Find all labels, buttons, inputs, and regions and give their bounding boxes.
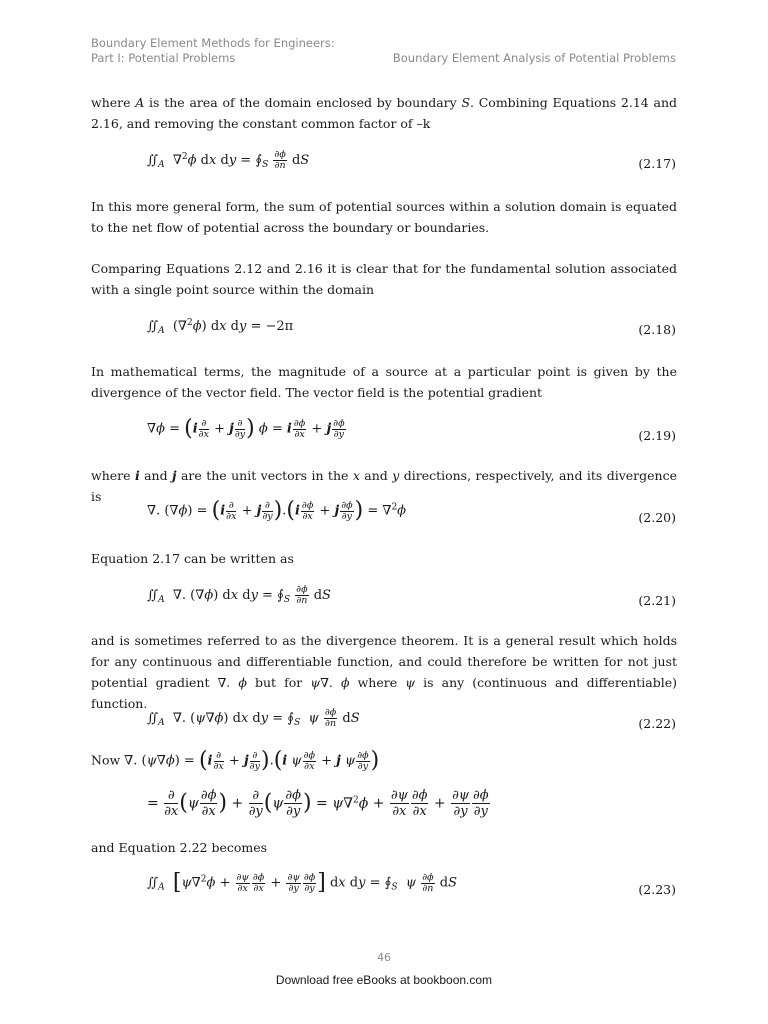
- equation-number: (2.20): [638, 510, 676, 525]
- paragraph-2: In this more general form, the sum of potential sources within a solution domain is equated to the net flow of potential across the boundary or boundaries.: [91, 199, 677, 235]
- math-psi: ψ: [405, 675, 416, 690]
- text: is the area of the domain enclosed by boundary: [144, 95, 462, 110]
- equation-expansion-line1: Now ∇. (ψ∇ϕ) = (i $\frac{\partial}{\partial x}$ + j $\frac{\partial}{\partial y}$ ).(i ψ $\frac{\partial\phi}{\partial x}$ + j ψ $\frac{\partial\phi}{\partial y}$ ): [91, 748, 380, 773]
- equation-2-20: ∇. (∇ϕ) = (i $\frac{\partial}{\partial x}$ + j $\frac{\partial}{\partial y}$ ).(i $\frac{\partial\phi}{\partial x}$ + j $\frac{\partial\phi}{\partial y}$ ) = ∇$^2$ϕ: [147, 498, 407, 523]
- equation-2-22: $∬_A$ ∇. (ψ∇ϕ) dx dy = $∮_S$ ψ $\frac{\partial\phi}{\partial n}$ dS: [147, 707, 360, 729]
- math-grad-phi: ∇. ϕ: [217, 675, 247, 690]
- running-header-book-title: [91, 36, 335, 66]
- equation-2-21: $∬_A$ ∇. (∇ϕ) dx dy = $∮_S$ $\frac{\partial\phi}{\partial n}$ dS: [147, 584, 331, 606]
- equation-number: (2.23): [638, 882, 676, 897]
- paragraph-7: [91, 630, 677, 714]
- equation-number: (2.18): [638, 322, 676, 337]
- var-S: S: [461, 95, 471, 110]
- equation-2-17: $∬_A$ ∇$^2$ϕ dx dy = $∮_S$ $\frac{\partial\phi}{\partial n}$ dS: [147, 149, 310, 171]
- paragraph-9: and Equation 2.22 becomes: [91, 840, 268, 855]
- equation-number: (2.17): [638, 156, 676, 171]
- equation-number: (2.21): [638, 593, 676, 608]
- book-title-line2: Part I: Potential Problems: [91, 51, 236, 65]
- text: but for: [246, 675, 311, 690]
- book-title-line1: Boundary Element Methods for Engineers:: [91, 36, 335, 50]
- math-psi-grad-phi: ψ∇. ϕ: [310, 675, 350, 690]
- var-y: y: [392, 468, 400, 483]
- equation-expansion-line2: = $\frac{\partial}{\partial x}$ (ψ $\frac{\partial\phi}{\partial x}$ ) + $\frac{\partial}{\partial y}$ (ψ $\frac{\partial\phi}{\partial y}$ ) = ψ∇$^2$ϕ + $\frac{\partial\psi}{\partial x}$ $\frac{\partial\phi}{\partial x}$ + $\frac{\partial\psi}{\partial y}$ $\frac{\partial\phi}{\partial y}$: [147, 788, 489, 819]
- download-footer-link[interactable]: Download free eBooks at bookboon.com: [275, 973, 493, 987]
- text: directions, respectively, and its divergence is: [91, 468, 678, 504]
- paragraph-3: Comparing Equations 2.12 and 2.16 it is clear that for the fundamental solution associated with a single point source within the domain: [91, 261, 677, 297]
- equation-2-19: ∇ϕ = (i $\frac{\partial}{\partial x}$ + j $\frac{\partial}{\partial y}$ ) ϕ = i $\frac{\partial\phi}{\partial x}$ + j $\frac{\partial\phi}{\partial y}$: [147, 416, 345, 441]
- text: and is sometimes referred to as the divergence theorem. It is a general result which holds for any continuous and differentiable function, and could therefore be written for not just potential gradient: [91, 633, 677, 690]
- text: where: [349, 675, 406, 690]
- text: where: [91, 95, 136, 110]
- text: . Combining Equations 2.14 and 2.16, and removing the constant common factor of –k: [91, 95, 678, 131]
- var-j: j: [172, 468, 177, 483]
- equation-2-23: $∬_A$ [ψ∇$^2$ϕ + $\frac{\partial\psi}{\partial x}$ $\frac{\partial\phi}{\partial x}$ + $\frac{\partial\psi}{\partial y}$ $\frac{\partial\phi}{\partial y}$ ] dx dy = $∮_S$ ψ $\frac{\partial\phi}{\partial n}$ dS: [147, 870, 457, 895]
- var-x: x: [352, 468, 360, 483]
- text: and: [359, 468, 393, 483]
- text: where: [91, 468, 135, 483]
- var-A: A: [135, 95, 145, 110]
- var-i: i: [134, 468, 140, 483]
- running-header-chapter-title: Boundary Element Analysis of Potential Problems: [392, 51, 676, 65]
- text: is any (continuous and differentiable) function.: [91, 675, 678, 711]
- equation-2-18: $∬_A$ (∇$^2$ϕ) dx dy = −2π: [147, 318, 294, 336]
- text: and: [139, 468, 173, 483]
- paragraph-1: [91, 92, 677, 134]
- equation-number: (2.19): [638, 428, 676, 443]
- rhs-value: −2π: [265, 319, 294, 334]
- text: are the unit vectors in the: [176, 468, 353, 483]
- text-now: Now: [91, 752, 125, 768]
- equation-number: (2.22): [638, 716, 676, 731]
- paragraph-6: Equation 2.17 can be written as: [91, 551, 294, 566]
- paragraph-4: In mathematical terms, the magnitude of a source at a particular point is given by the divergence of the vector field. The vector field is the potential gradient: [91, 364, 677, 400]
- page-number: 46: [377, 951, 391, 964]
